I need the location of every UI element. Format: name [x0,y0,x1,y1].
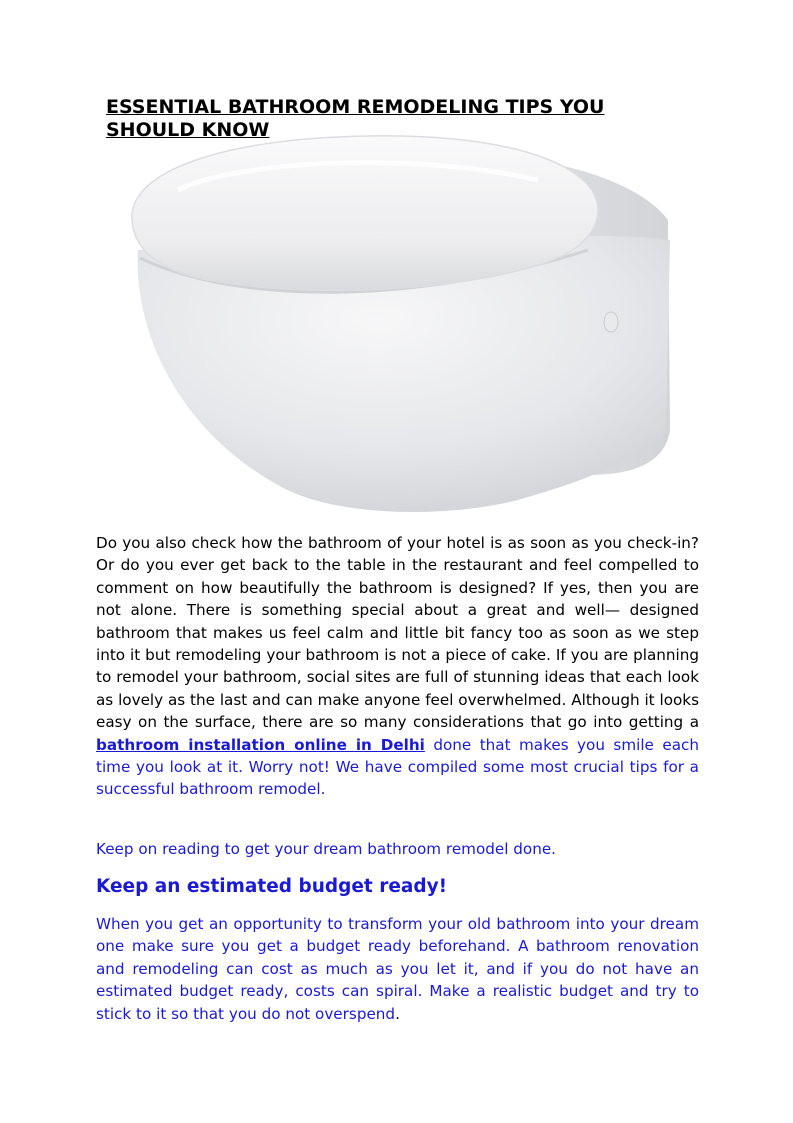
intro-text: Do you also check how the bathroom of your hotel is as soon as you check-in? Or do you ever get back to the table in the restaurant and feel compelled to comment on how beautifully the bathroom is designed? If yes, then you are not alone. There is something special about a great and well— designed bathroom that makes us feel calm and little bit fancy too as soon as we step into it but remodeling your bathroom is not a piece of cake. If you are planning to remodel your bathroom, social sites are full of stunning ideas that each look as lovely as the last and can make anyone feel overwhelmed. Although it looks easy on the surface, there are so many considerations that go into getting a [96,534,699,732]
keep-reading-text: Keep on reading to get your dream bathroom remodel done. [96,840,557,858]
bathroom-installation-link[interactable]: bathroom installation online in Delhi [96,735,425,754]
section-heading-budget: Keep an estimated budget ready! [96,876,448,897]
hero-image [118,130,683,525]
wall-hung-toilet-image [118,130,683,525]
budget-text: When you get an opportunity to transform your old bathroom into your dream one make sure you get a budget ready beforehand. A bathroom renovation and remodeling can cost as much as you let it, and if you do not have an estimated budget ready, costs can spiral. Make a realistic budget and try to stick to it so that you do not overspend [96,915,699,1023]
intro-paragraph [96,532,699,801]
page-title: ESSENTIAL BATHROOM REMODELING TIPS YOU SHOULD KNOW [106,96,605,138]
budget-period: . [395,1004,400,1023]
budget-paragraph [96,913,699,1025]
intro-text-continued: done that makes you smile each time you look at it. Worry not! We have compiled some most crucial tips for a successful bathroom remodel. [96,735,699,799]
